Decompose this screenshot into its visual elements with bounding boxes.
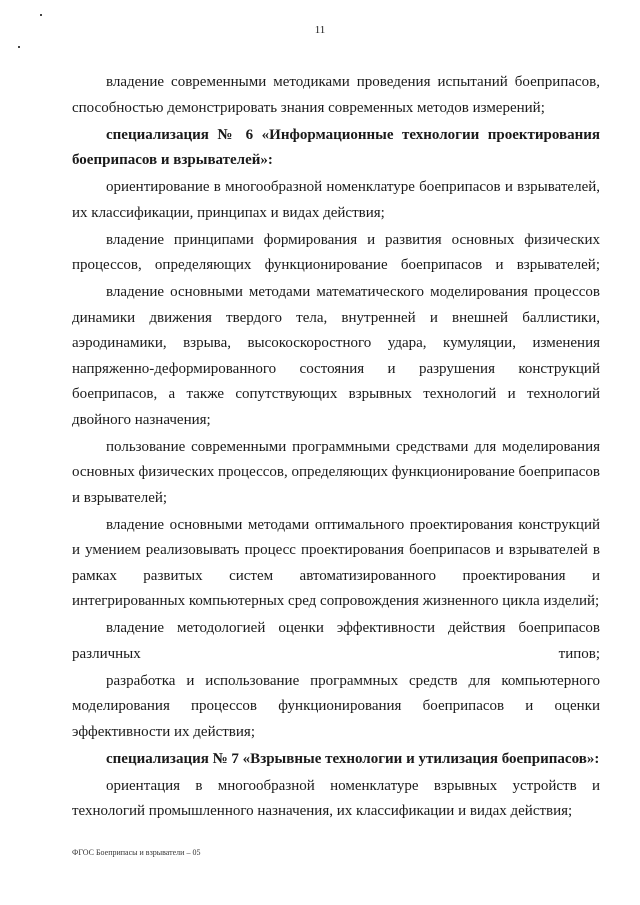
document-body (72, 70, 600, 826)
paragraph-efficiency-methodology: владение методологией оценки эффективности действия боеприпасов различных типов; (72, 620, 600, 662)
page-footer: ФГОС Боеприпасы и взрыватели – 05 (72, 848, 201, 857)
scan-speck (40, 14, 42, 16)
paragraph-math-modeling: владение основными методами математического моделирования процессов динамики движения твердого тела, внутренней и внешней баллистики, аэродинамики, взрыва, высокоскоростного удара, кумуляции, изменения напряженно-деформированного состояния и разрушения конструкций боеприпасов, а также сопутствующих взрывных технологий и технологий двойного назначения; (72, 284, 600, 428)
heading-specialization-7: специализация № 7 «Взрывные технологии и утилизация боеприпасов»: (106, 750, 600, 767)
heading-specialization-6: специализация № 6 «Информационные технологии проектирования боеприпасов и взрывателей»: (72, 126, 600, 168)
paragraph-measurement-methods: владение современными методиками проведения испытаний боеприпасов, способностью демонстрировать знания современных методов измерений; (72, 74, 600, 116)
paragraph-physical-processes: владение принципами формирования и развития основных физических процессов, определяющих функционирование боеприпасов и взрывателей; (72, 231, 600, 273)
paragraph-nomenclature: ориентирование в многообразной номенклатуре боеприпасов и взрывателей, их классификации, принципах и видах действия; (72, 179, 600, 221)
paragraph-program-development: разработка и использование программных средств для компьютерного моделирования процессов функционирования боеприпасов и оценки эффективности их действия; (72, 672, 600, 740)
paragraph-software-tools: пользование современными программными средствами для моделирования основных физических процессов, определяющих функционирование боеприпасов и взрывателей; (72, 438, 600, 506)
page-number: 11 (314, 24, 326, 36)
paragraph-explosive-devices: ориентация в многообразной номенклатуре взрывных устройств и технологий промышленного назначения, их классификации и видах действия; (72, 777, 600, 819)
paragraph-optimal-design: владение основными методами оптимального проектирования конструкций и умением реализовывать процесс проектирования боеприпасов и взрывателей в рамках развитых систем автоматизированного проектирования и интегрированных компьютерных сред сопровождения жизненного цикла изделий; (72, 516, 600, 609)
scan-speck (18, 46, 20, 48)
